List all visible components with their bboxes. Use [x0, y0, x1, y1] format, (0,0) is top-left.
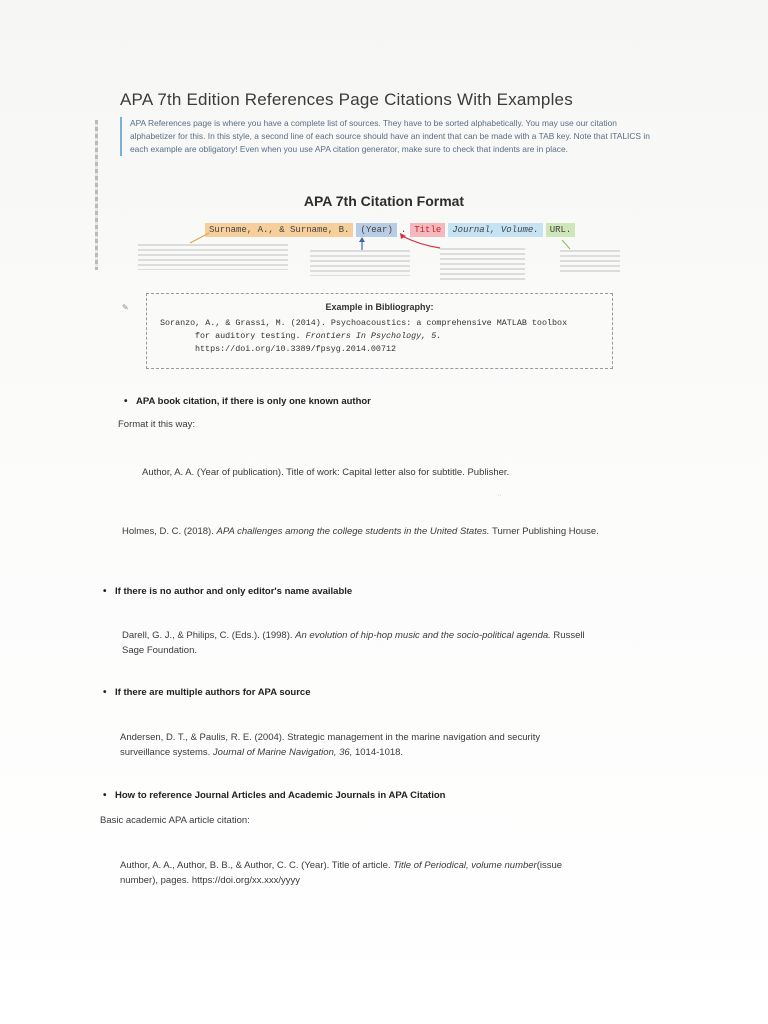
journal-heading-text: How to reference Journal Articles and Academic Journals in APA Citation [115, 790, 446, 801]
format-year-chip: (Year) [356, 223, 396, 237]
multiple-example-pages: 1014-1018. [352, 747, 404, 758]
annotation-arrow-url [562, 240, 570, 249]
editor-example [122, 628, 592, 658]
margin-mark: ✎ [122, 303, 129, 312]
example-line-2-italic: Frontiers In Psychology, 5. [305, 331, 442, 341]
page-title: APA 7th Edition References Page Citations With Examples [120, 90, 573, 109]
format-journal-chip: Journal, Volume. [448, 223, 542, 237]
journal-template-text: Author, A. A., Author, B. B., & Author, C. C. (Year). Title of article. [120, 860, 394, 871]
multiple-example-text: Andersen, D. T., & Paulis, R. E. (2004). Strategic management in the marine navigation and security surveillance systems. [120, 732, 541, 758]
multiple-example-journal: Journal of Marine Navigation, 36, [212, 747, 353, 758]
book-example-title: APA challenges among the college students in the United States. [216, 526, 490, 537]
bullet-dot-icon: • [103, 790, 107, 801]
editor-heading [103, 586, 352, 597]
annotation-arrow-title [402, 236, 440, 248]
format-title-chip: Title [410, 223, 445, 237]
book-example-publisher: Turner Publishing House. [489, 526, 599, 537]
book-intro: Format it this way: [118, 419, 196, 430]
book-template: Author, A. A. (Year of publication). Title of work: Capital letter also for subtitle. Publisher. [142, 467, 510, 478]
intro-paragraph: APA References page is where you have a complete list of sources. They have to be sorted alphabetically. You may use our citation alphabetizer for this. In this style, a second line of each source should have an indent that can be made with a TAB key. Note that ITALICS in each example are obligatory! Even when you use APA citation generator, make sure to check that indents are in place. [120, 117, 650, 156]
example-reference [160, 317, 610, 356]
annotation-note-author [138, 244, 288, 270]
editor-example-title: An evolution of hip-hop music and the socio-political agenda. [295, 630, 551, 641]
annotation-arrow-author [190, 233, 209, 243]
format-url-chip: URL. [546, 223, 576, 237]
example-line-2-text: for auditory testing. [195, 331, 306, 341]
bullet-dot-icon: • [103, 586, 107, 597]
example-line-3: https://doi.org/10.3389/fpsyg.2014.00712 [195, 344, 397, 354]
journal-template-rest: (issue number), pages. https://doi.org/xx.xxx/yyyy [120, 860, 563, 886]
example-label: Example in Bibliography: [325, 302, 434, 312]
citation-format-heading: APA 7th Citation Format [303, 193, 465, 209]
multiple-example [120, 730, 560, 760]
journal-template-periodical: Title of Periodical, volume number [393, 860, 537, 871]
book-example [122, 524, 612, 539]
annotation-note-year [310, 250, 410, 276]
example-line-1: Soranzo, A., & Grassi, M. (2014). Psychoacoustics: a comprehensive MATLAB toolbox [160, 318, 568, 328]
annotation-note-url [560, 250, 620, 272]
book-example-authors: Holmes, D. C. (2018). [122, 526, 217, 537]
journal-heading [103, 790, 445, 801]
journal-intro: Basic academic APA article citation: [100, 815, 250, 826]
book-heading [124, 396, 371, 407]
example-line-2 [160, 330, 610, 343]
journal-template [120, 858, 570, 888]
bullet-dot-icon: • [124, 396, 128, 407]
scan-speck: ·· [497, 492, 502, 499]
annotation-note-title [440, 248, 525, 282]
multiple-heading [103, 687, 311, 698]
editor-example-authors: Darell, G. J., & Philips, C. (Eds.). (1998). [122, 630, 296, 641]
format-separator: . [400, 225, 407, 235]
format-author-chip: Surname, A., & Surname, B. [205, 223, 353, 237]
editor-example-publisher: Russell Sage Foundation. [122, 630, 585, 656]
bullet-dot-icon: • [103, 687, 107, 698]
editor-heading-text: If there is no author and only editor's name available [115, 586, 353, 597]
book-heading-text: APA book citation, if there is only one known author [136, 396, 371, 407]
annotation-arrowhead-year [359, 237, 365, 242]
multiple-heading-text: If there are multiple authors for APA source [115, 687, 311, 698]
